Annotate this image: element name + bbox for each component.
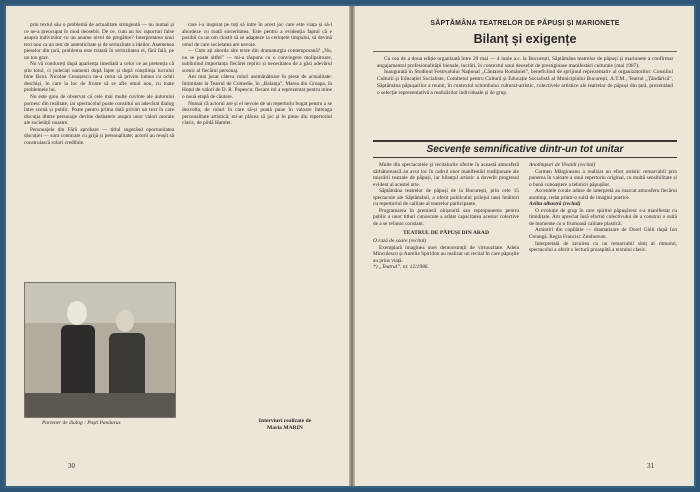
byline-label: Interviuri realizate de xyxy=(258,418,312,424)
right-column-1 xyxy=(373,162,519,432)
paragraph: Accentele corale aduse de interpretă au marcat atmosfera fiecărui anotimp, redat printr-o suită de imagini poetice. xyxy=(529,188,677,201)
paragraph: Personajele din Fără aprobare — titlul sugerând oportunitatea discuției — sunt conturate cu grijă și personalitate; actorii au reușit să construiască roluri credibile. xyxy=(24,126,174,146)
paragraph: prin textul său o problemă de actualitate stringentă — nu numai și ce ne-a preocupat în mod deosebit. De ce, cum au loc raporturi false asupra indivizilor cu un anume nivel de pregătire? Interpretarea unui text nou ca un test de autenticitate și de seriozitate a ideilor. Asemenea pieselor din țară, problema este tratată în seriozitatea ei, fără fală, pe un ton grav. xyxy=(24,22,174,61)
left-column-1 xyxy=(24,22,174,277)
paragraph: Săptămâna teatrelor de păpuși de la București, prin cele 15 spectacole ale Săptămânii, a oferit publicului prilejul unei întâlniri cu repertoriul de calitate al teatrelor participante. xyxy=(373,188,519,208)
paragraph: care i-a inspirat pe toți să intre în acest joc care este viața și să-l abordeze cu toată sinceritatea. Este pentru a evidenția faptul că e posibil ca un om cinstit să se adapteze la cerințele timpului, să devină omul de care societatea are nevoie. xyxy=(182,22,332,48)
actor-photo xyxy=(24,282,176,418)
subsection-title: Aelita albastră (recital) xyxy=(529,201,581,208)
paragraph: Amintiri din copilărie — dramatizare de Dorel Ghili după Ion Creangă. Regia Francisc Zimborean. xyxy=(529,227,677,241)
paragraph: — Cum ați aborda alte texte din dramaturgia contemporană? „Nu, nu se poate altfel” — mi-a răspuns cu o convingere molipsitoare, subliniind importanța fiecărei replici și necesitatea de a găsi adevărul scenic al fiecărui personaj. xyxy=(182,48,332,74)
photo-caption: Partener de dialog : Paști Pandarus xyxy=(42,420,121,426)
left-column-2 xyxy=(182,22,332,415)
photo-illustration xyxy=(25,283,175,417)
subsection-title: O rază de soare (recital) xyxy=(373,238,427,245)
book-spread xyxy=(4,4,696,488)
paragraph: Multe din spectacolele și recitalurile oferite în această atmosferă sărbătorească au avut loc în cadrul unor manifestări tradiționale ale mișcării teatrale de păpuși, iar bilanțul artistic a dovedit progresul evident al acestei arte. xyxy=(373,162,519,188)
paragraph: Nu este greu de observat că cele mai multe cuvinte ale autorului pornesc din realitate, iar spectacolul poate constitui un adevărat dialog între scenă și public. Poate pentru prima dată privim un text în care discuția dintre personaje devine dezbatere asupra unor valori morale ale societății noastre. xyxy=(24,94,174,127)
byline-author: Maria MARIN xyxy=(267,425,303,431)
paragraph: Numai că actorul are și el nevoie de un repertoriu bogat pentru a se dezvolta, de roluri în care să-și poată pune în valoare întreaga personalitate artistică; mi-ar plăcea să joc și în piese din repertoriul clasic, de pildă Hamlet. xyxy=(182,100,332,127)
intro-paragraph: Inaugurată în Studioul Festivalului Național „Cântarea României”, beneficiind de sprijinul reprezentativ al organizatorilor: Consiliul Culturii și Educației Socialiste, Comitetul pentru Cultură și Educație Socialistă al Municipiului București, A.T.M., Teatrul „Țăndărică”, Săptămâna păpușarilor a reunit, în contextul schimbului cultural-artistic, colectivele artistice ale teatrelor de păpuși din țară, prezentând o selecție reprezentativă a realizărilor individuale și de grup. xyxy=(377,69,673,96)
article-title: Bilanț și exigențe xyxy=(473,32,577,46)
subsection-heading: TEATRUL DE PĂPUȘI DIN ARAD xyxy=(403,230,489,237)
intro-text xyxy=(377,56,673,136)
title-rule xyxy=(373,51,677,52)
section-banner: Secvențe semnificative dintr-un tot unitar xyxy=(373,140,677,158)
paragraph: Programarea în premieră obișnuită sau repropunerea pentru public a unor titluri cunoscute a arătat capacitatea acestor colective de a se reînnoi constant. xyxy=(373,207,519,227)
paragraph: O evoluție de grup în care spiritul păpușăresc s-a manifestat cu timiditate. Am apreciat însă efortul colectivului de a construi o suită de momente cu o frumoasă calitate plastică. xyxy=(529,207,677,227)
right-page xyxy=(355,6,694,486)
interview-byline xyxy=(230,418,340,432)
right-column-2 xyxy=(529,162,677,432)
left-page xyxy=(6,6,349,486)
paragraph: Exemplară imaginea unei demonstrații de virtuozitate. Adela Minculescu și Aurelia Spiridon au realizat un recital în care păpușile au prins viață. xyxy=(373,244,519,264)
page-number-right: 31 xyxy=(647,462,654,470)
intro-paragraph: Cu cea de a doua ediție organizată între 29 mai — 4 iunie a.c. la București, Săptămâna teatrelor de păpuși și marionete a confirmat angajamentul profesionalității bienale, lucrări, în contextul unui deosebit de prestigioase manifestări culturale (mai 1987). xyxy=(377,56,673,69)
section-kicker: SĂPTĂMÂNA TEATRELOR DE PĂPUȘI ȘI MARIONETE xyxy=(430,20,620,27)
paragraph: Carmen Mărgineanu a realizat un efort artistic remarcabil prin punerea în valoare a unui repertoriu original, cu multă sensibilitate și o bună cunoaștere a tehnicii păpușilor. xyxy=(529,168,677,188)
subsection-title: Anotimpuri de Vivaldi (recital) xyxy=(529,162,596,168)
paragraph: Interpretată de arcuirea cu un remarcabil simț al ritmului, spectacolul a oferit o lectură proaspătă a textului clasic. xyxy=(529,240,677,254)
paragraph: Am mai jucat câteva roluri asemănătoare în piese de actualitate: Intimitate la Teatrul de Comedie, în „Balanța”, Marea din Groapa, în Hoțul de valori de D. R. Popescu; fiecare rol a reprezentat pentru mine o nouă etapă de căutare. xyxy=(182,74,332,101)
paragraph: Nu vă conduceți după apariența imediată a celor ce au pretenția că știu totul, ci judecați oamenii după fapte și după conștiința lucrului bine făcut. Nicolae Ceaușescu ne-a cerut să privim lumea cu ochii deschiși, în care la loc de frunte să se afle omul nou, cu toate problemele lui. xyxy=(24,61,174,94)
footnote: *) „Teatrul”, nr. 12/1986. xyxy=(373,264,429,271)
page-number-left: 30 xyxy=(68,462,75,470)
